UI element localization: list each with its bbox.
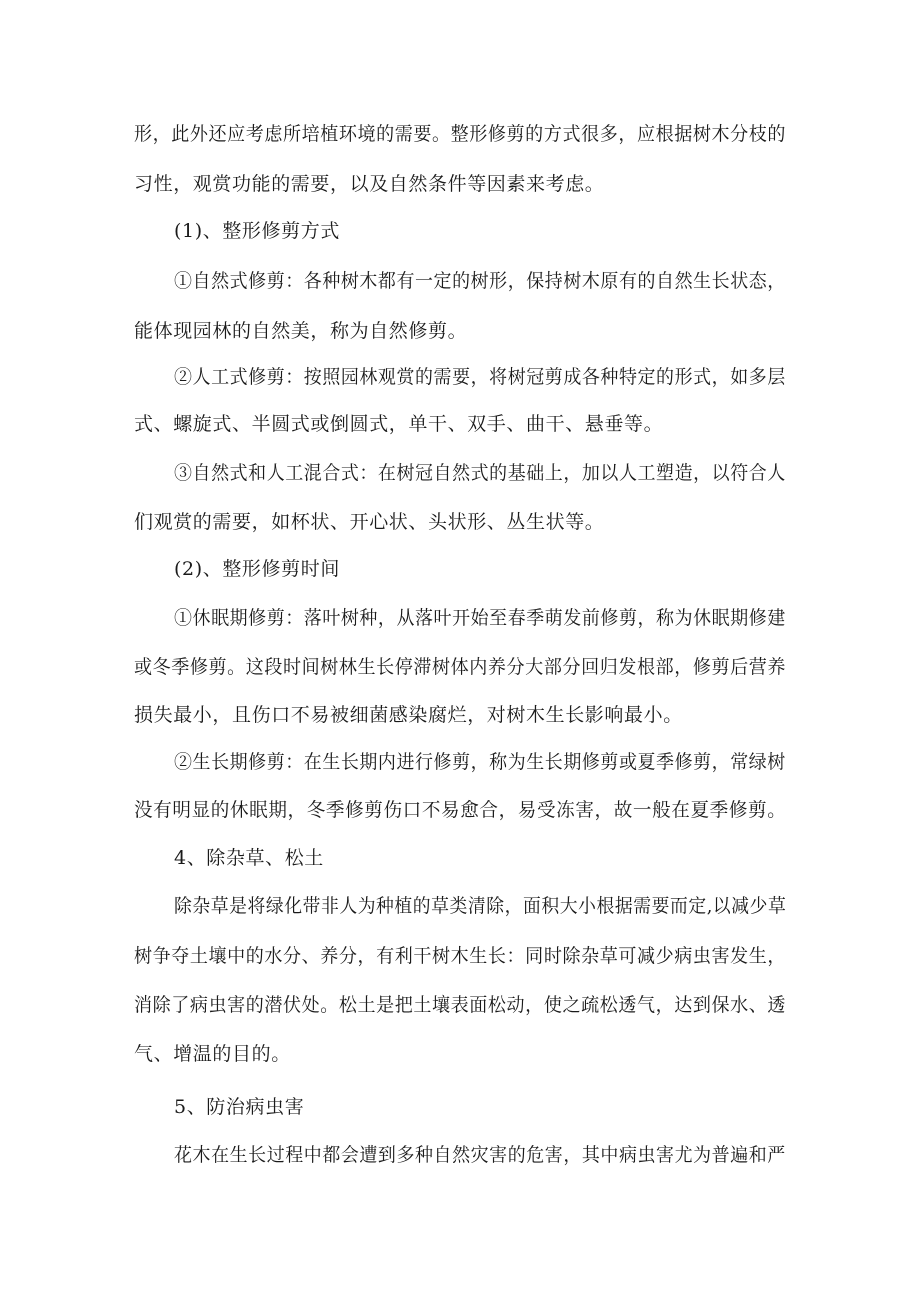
section-heading: (1)、整形修剪方式 (174, 220, 340, 242)
text-line: ②人工式修剪：按照园林观赏的需要，将树冠剪成各种特定的形式，如多层 (174, 366, 786, 388)
text-line: 式、螺旋式、半圆式或倒圆式，单干、双手、曲干、悬垂等。 (134, 413, 664, 435)
text-line: 形，此外还应考虑所培植环境的需要。整形修剪的方式很多，应根据树木分枝的 (134, 123, 786, 145)
text-line: 没有明显的休眠期，冬季修剪伤口不易愈合，易受冻害，故一般在夏季修剪。 (134, 799, 787, 821)
section-heading: 4、除杂草、松土 (174, 847, 324, 869)
text-line: 花木在生长过程中都会遭到多种自然灾害的危害，其中病虫害尤为普遍和严 (174, 1144, 786, 1166)
text-line: ③自然式和人工混合式：在树冠自然式的基础上，加以人工塑造，以符合人 (174, 462, 786, 484)
section-heading: (2)、整形修剪时间 (174, 558, 340, 580)
text-line: 或冬季修剪。这段时间树林生长停滞树体内养分大部分回归发根部，修剪后营养 (134, 656, 786, 678)
text-line: 能体现园林的自然美，称为自然修剪。 (134, 320, 468, 342)
text-line: 习性，观赏功能的需要，以及自然条件等因素来考虑。 (134, 173, 605, 195)
text-line: ②生长期修剪：在生长期内进行修剪，称为生长期修剪或夏季修剪，常绿树 (174, 751, 786, 773)
text-line: 树争夺土壤中的水分、养分，有利干树木生长：同时除杂草可减少病虫害发生， (134, 945, 786, 967)
text-line: ①自然式修剪：各种树木都有一定的树形，保持树木原有的自然生长状态， (174, 270, 786, 292)
text-line: 气、增温的目的。 (134, 1043, 291, 1065)
section-heading: 5、防治病虫害 (174, 1096, 305, 1118)
text-line: ①休眠期修剪：落叶树种，从落叶开始至春季萌发前修剪，称为休眠期修建 (174, 607, 786, 629)
text-line: 损失最小，且伤口不易被细菌感染腐烂，对树木生长影响最小。 (134, 704, 683, 726)
text-line: 们观赏的需要，如杯状、开心状、头状形、丛生状等。 (134, 511, 605, 533)
text-line: 消除了病虫害的潜伏处。松土是把土壤表面松动，使之疏松透气，达到保水、透 (134, 994, 786, 1016)
text-line: 除杂草是将绿化带非人为种植的草类清除，面积大小根据需要而定,以减少草 (174, 895, 787, 917)
